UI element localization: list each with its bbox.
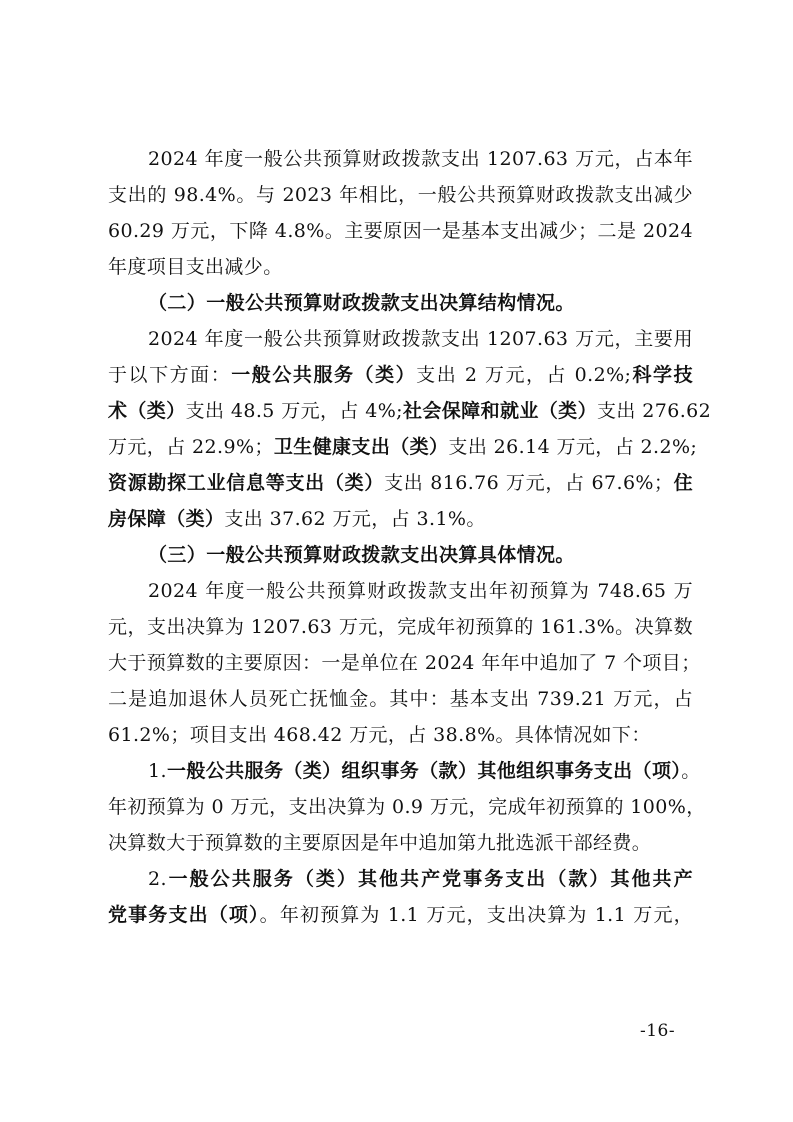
paragraph-line: 支出的 98.4%。与 2023 年相比，一般公共预算财政拨款支出减少 bbox=[108, 184, 693, 206]
paragraph-line: 61.2%；项目支出 468.42 万元，占 38.8%。具体情况如下： bbox=[108, 724, 651, 746]
paragraph-line: 大于预算数的主要原因：一是单位在 2024 年年中追加了 7 个项目； bbox=[108, 652, 701, 674]
paragraph-line: 二是追加退休人员死亡抚恤金。其中：基本支出 739.21 万元，占 bbox=[108, 688, 693, 710]
paragraph-line: 2.一般公共服务（类）其他共产党事务支出（款）其他共产 bbox=[148, 868, 693, 890]
section-heading: （三）一般公共预算财政拨款支出决算具体情况。 bbox=[148, 544, 575, 566]
paragraph-line: 房保障（类）支出 37.62 万元，占 3.1%。 bbox=[108, 508, 486, 530]
paragraph-line: 1.一般公共服务（类）组织事务（款）其他组织事务支出（项）。 bbox=[148, 760, 701, 782]
paragraph-line: 年初预算为 0 万元，支出决算为 0.9 万元，完成年初预算的 100%， bbox=[108, 796, 706, 818]
paragraph-line: 年度项目支出减少。 bbox=[108, 256, 283, 278]
paragraph-line: 元，支出决算为 1207.63 万元，完成年初预算的 161.3%。决算数 bbox=[108, 616, 693, 638]
paragraph-line: 术（类）支出 48.5 万元，占 4%;社会保障和就业（类）支出 276.62 bbox=[108, 400, 712, 422]
document-body bbox=[108, 141, 712, 933]
paragraph-line: 2024 年度一般公共预算财政拨款支出 1207.63 万元，主要用 bbox=[148, 328, 693, 350]
page-number: -16- bbox=[640, 1021, 676, 1041]
paragraph-line: 60.29 万元，下降 4.8%。主要原因一是基本支出减少；二是 2024 bbox=[108, 220, 693, 242]
paragraph-line: 于以下方面：一般公共服务（类）支出 2 万元，占 0.2%;科学技 bbox=[108, 364, 693, 386]
paragraph-line: 决算数大于预算数的主要原因是年中追加第九批选派干部经费。 bbox=[108, 832, 652, 854]
paragraph-line: 资源勘探工业信息等支出（类）支出 816.76 万元，占 67.6%；住 bbox=[108, 472, 693, 494]
paragraph-line: 2024 年度一般公共预算财政拨款支出 1207.63 万元，占本年 bbox=[148, 148, 693, 170]
paragraph-line: 万元，占 22.9%；卫生健康支出（类）支出 26.14 万元，占 2.2%; bbox=[108, 436, 698, 458]
paragraph-line: 2024 年度一般公共预算财政拨款支出年初预算为 748.65 万 bbox=[148, 580, 693, 602]
section-heading: （二）一般公共预算财政拨款支出决算结构情况。 bbox=[148, 292, 575, 314]
paragraph-line: 党事务支出（项）。年初预算为 1.1 万元，支出决算为 1.1 万元， bbox=[108, 904, 693, 926]
